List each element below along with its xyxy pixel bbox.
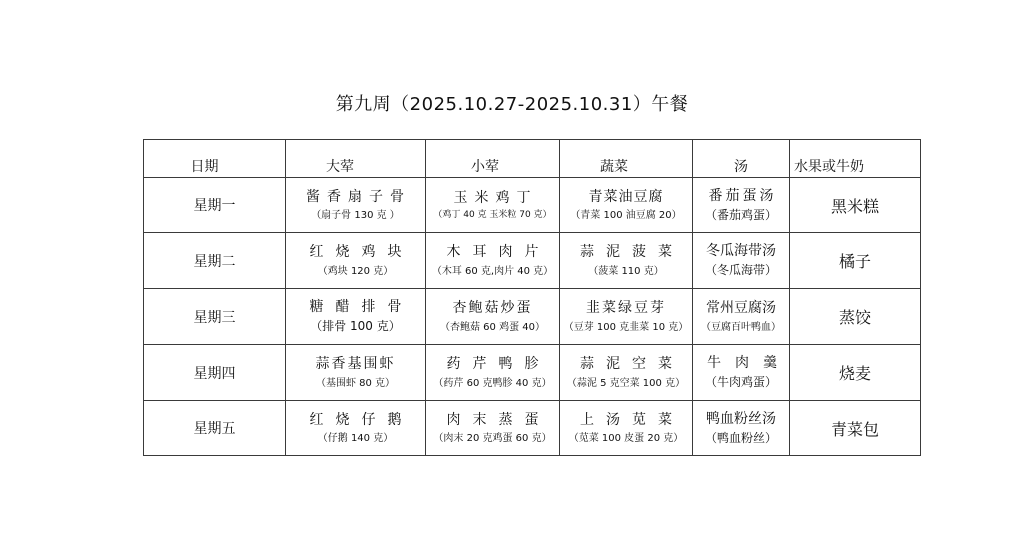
fruit-or-milk-cell: 黑米糕 [790,178,921,233]
small-meat-cell [426,289,560,345]
lunch-menu-table [143,139,921,456]
small-meat-cell [426,178,560,233]
dish-name: 牛肉羹 [707,355,791,372]
dish-note: （鸡丁 40 克 玉米粒 70 克） [433,209,552,220]
dish-name: 酱香扇子骨 [306,188,411,205]
big-meat-cell [286,233,426,289]
big-meat-cell [286,178,426,233]
small-meat-cell [426,345,560,401]
table-row [144,178,921,233]
dish-name: 番茄蛋汤 [708,187,777,204]
small-meat-cell [426,233,560,289]
day-cell: 星期五 [144,401,286,456]
dish-note: （冬瓜海带） [704,263,777,278]
dish-name: 木耳肉片 [446,244,551,261]
day-cell: 星期二 [144,233,286,289]
dish-note: （鸡块 120 克） [317,265,394,277]
page-title: 第九周（2025.10.27-2025.10.31）午餐 [335,94,689,115]
header-soup: 汤 [693,140,790,178]
table-row [144,401,921,456]
vegetable-cell [560,289,693,345]
dish-note: （豆腐百叶鸭血） [701,321,781,333]
header-small-meat: 小荤 [426,140,560,178]
vegetable-cell [560,178,693,233]
day-cell: 星期一 [144,178,286,233]
dish-name: 青菜油豆腐 [588,188,664,205]
dish-note: （杏鲍菇 60 鸡蛋 40） [440,321,545,333]
soup-cell [693,345,790,401]
dish-name: 蒜香基围虾 [315,356,396,373]
dish-note: （豆芽 100 克韭菜 10 克） [563,321,689,333]
fruit-or-milk-cell: 青菜包 [790,401,921,456]
dish-name: 红烧鸡块 [309,244,414,261]
soup-cell [693,289,790,345]
dish-note: （苋菜 100 皮蛋 20 克） [568,433,684,445]
dish-note: （基围虾 80 克） [315,377,396,389]
dish-name: 蒜泥菠菜 [580,244,684,261]
header-fruit-or-milk: 水果或牛奶 [790,140,921,178]
dish-note: （蒜泥 5 克空菜 100 克） [566,377,686,389]
soup-cell [693,233,790,289]
dish-note: （扇子骨 130 克 ） [311,210,400,222]
big-meat-cell [286,289,426,345]
dish-note: （排骨 100 克） [310,319,401,334]
dish-name: 冬瓜海带汤 [706,243,776,260]
dish-name: 红烧仔鹅 [309,411,414,428]
dish-name: 鸭血粉丝汤 [706,410,776,427]
header-vegetable: 蔬菜 [560,140,693,178]
table-header-row [144,140,921,178]
dish-note: （牛肉鸡蛋） [704,375,777,390]
day-cell: 星期四 [144,345,286,401]
dish-note: （菠菜 110 克） [588,265,664,277]
soup-cell [693,178,790,233]
vegetable-cell [560,233,693,289]
dish-note: （木耳 60 克,肉片 40 克） [431,265,554,277]
dish-name: 肉末蒸蛋 [446,411,551,428]
vegetable-cell [560,345,693,401]
big-meat-cell [286,401,426,456]
dish-note: （仔鹅 140 克） [317,433,394,445]
dish-name: 糖醋排骨 [309,299,414,316]
table-row [144,345,921,401]
header-date: 日期 [144,140,286,178]
dish-note: （鸭血粉丝） [704,430,777,445]
small-meat-cell [426,401,560,456]
fruit-or-milk-cell: 蒸饺 [790,289,921,345]
fruit-or-milk-cell: 橘子 [790,233,921,289]
dish-name: 药芹鸭胗 [446,356,551,373]
table-row [144,233,921,289]
dish-name: 常州豆腐汤 [706,300,776,317]
dish-name: 蒜泥空菜 [580,356,684,373]
dish-name: 上汤苋菜 [580,411,684,428]
soup-cell [693,401,790,456]
table-row [144,289,921,345]
dish-note: （青菜 100 油豆腐 20） [570,210,682,222]
dish-note: （番茄鸡蛋） [704,207,777,222]
vegetable-cell [560,401,693,456]
dish-name: 玉米鸡丁 [453,189,538,206]
dish-name: 杏鲍菇炒蛋 [452,300,533,317]
fruit-or-milk-cell: 烧麦 [790,345,921,401]
dish-name: 韭菜绿豆芽 [586,300,666,317]
day-cell: 星期三 [144,289,286,345]
big-meat-cell [286,345,426,401]
dish-note: （肉末 20 克鸡蛋 60 克） [433,433,552,445]
header-big-meat: 大荤 [286,140,426,178]
dish-note: （药芹 60 克鸭胗 40 克） [433,377,552,389]
